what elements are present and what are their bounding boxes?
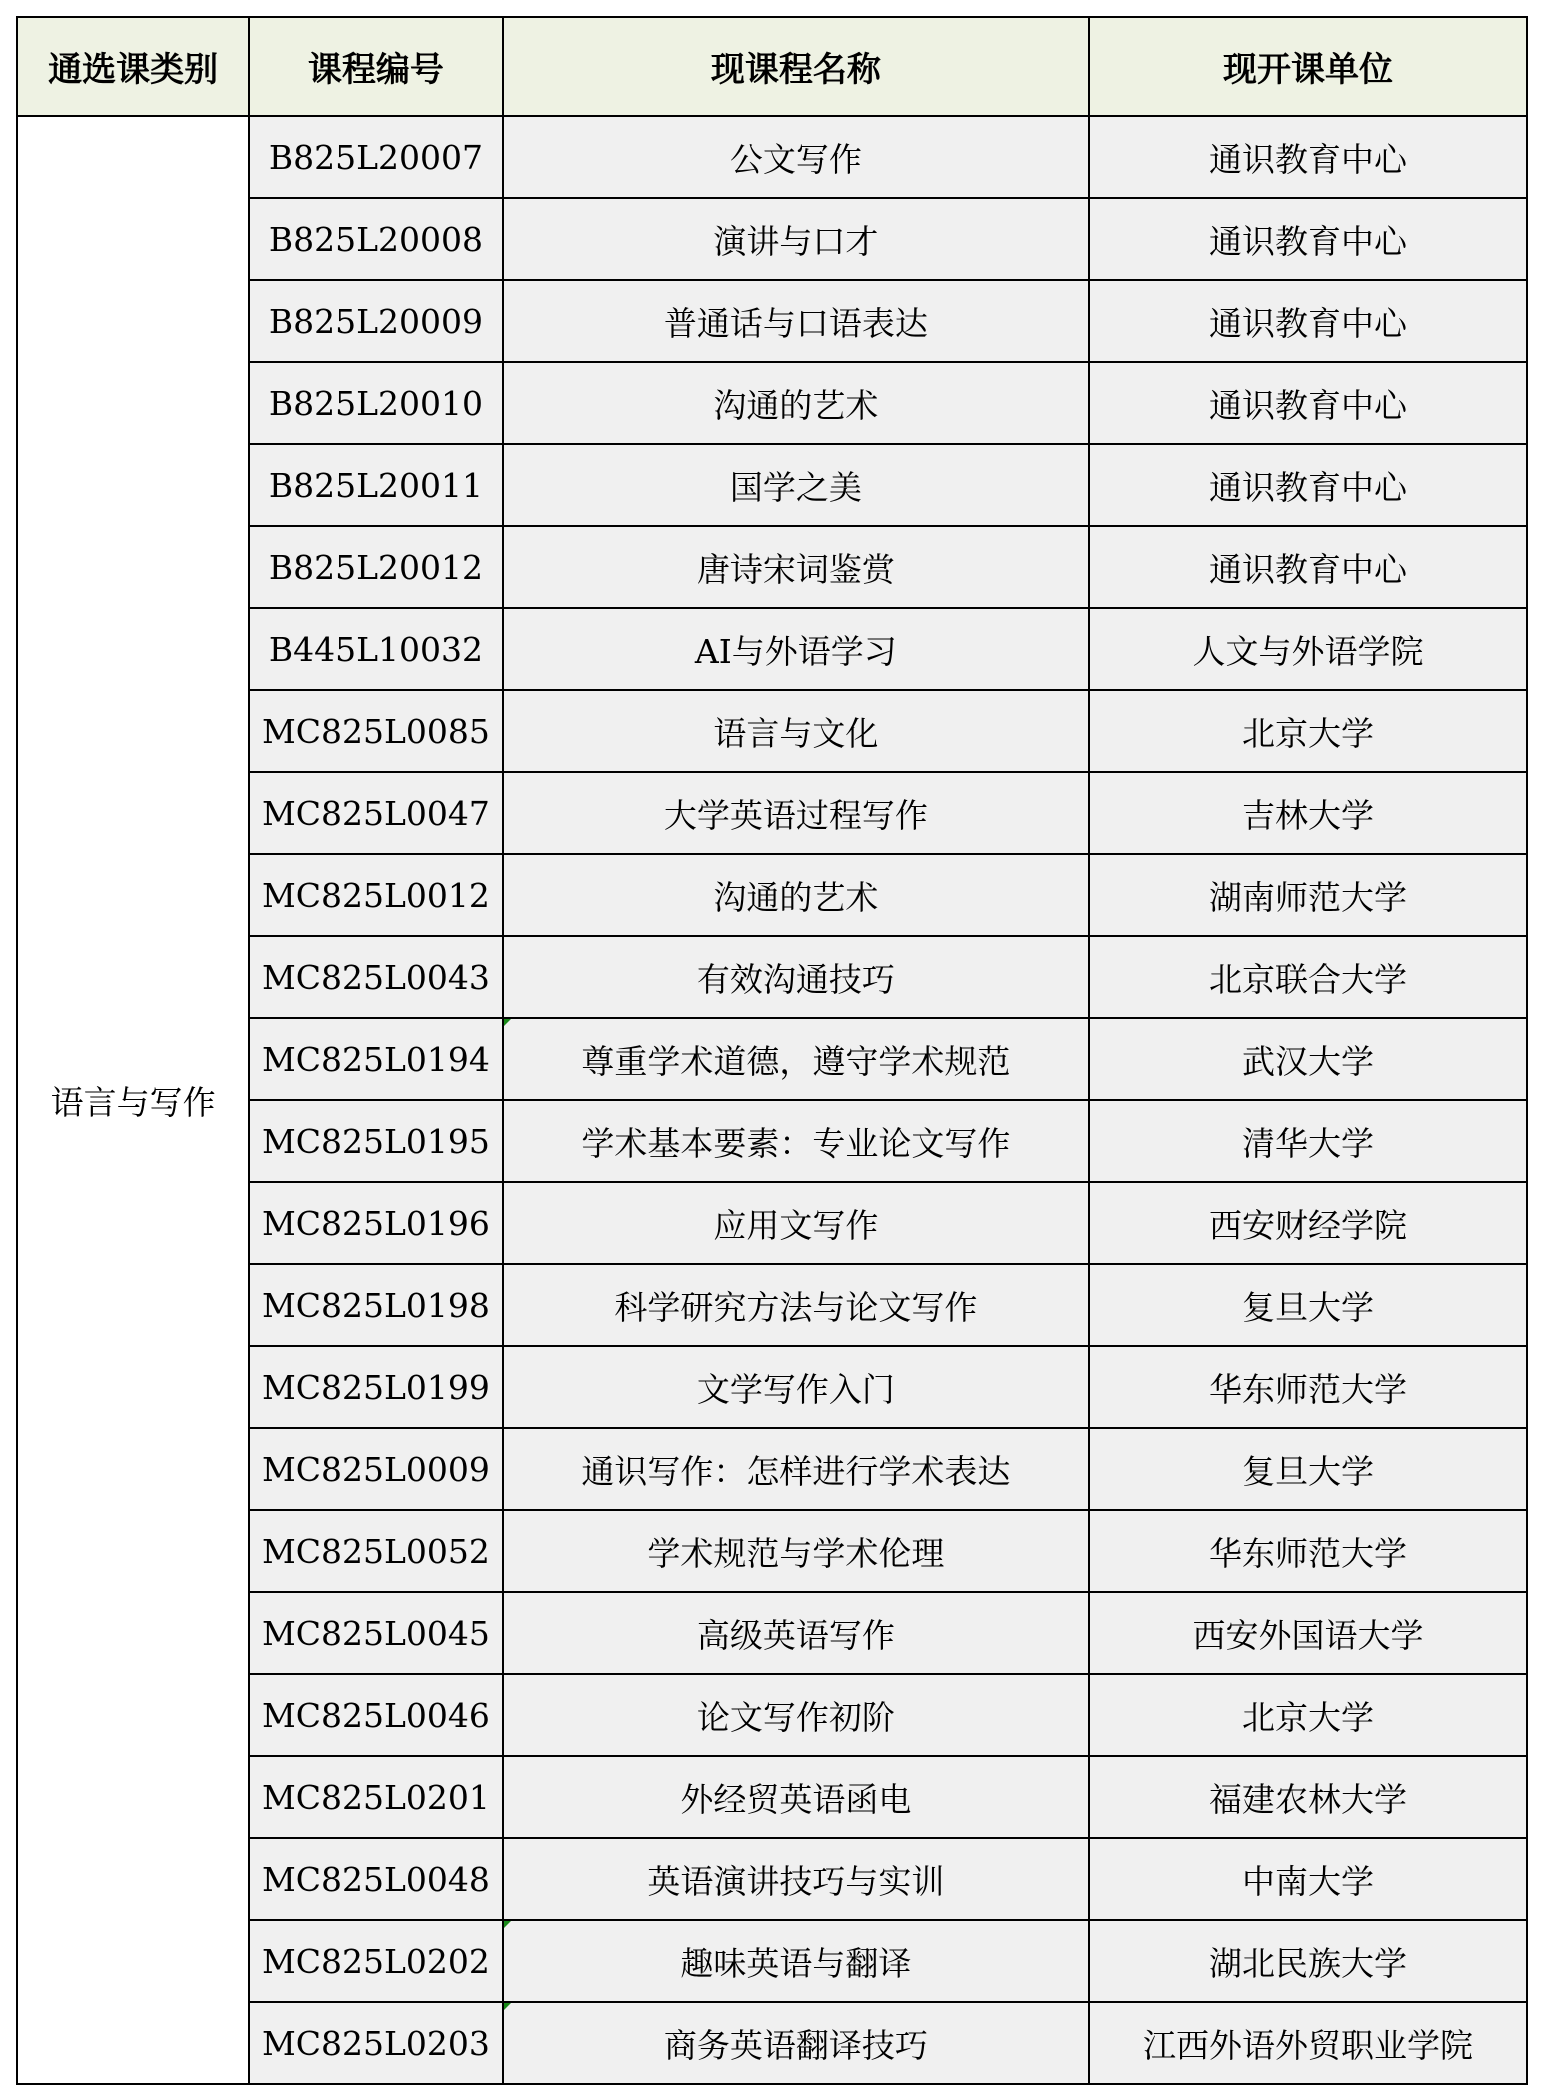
course-name-cell: 有效沟通技巧 (503, 936, 1089, 1018)
course-name-cell: 学术规范与学术伦理 (503, 1510, 1089, 1592)
course-name-cell: 科学研究方法与论文写作 (503, 1264, 1089, 1346)
course-code-cell: B445L10032 (249, 608, 502, 690)
course-code-cell: MC825L0202 (249, 1920, 502, 2002)
header-row (17, 17, 1527, 116)
course-name-cell: 高级英语写作 (503, 1592, 1089, 1674)
unit-cell: 通识教育中心 (1089, 444, 1527, 526)
course-code-cell: MC825L0201 (249, 1756, 502, 1838)
course-name-cell: 通识写作：怎样进行学术表达 (503, 1428, 1089, 1510)
course-name-cell: 文学写作入门 (503, 1346, 1089, 1428)
unit-cell: 北京联合大学 (1089, 936, 1527, 1018)
comment-marker-icon (504, 1921, 511, 1928)
unit-cell: 湖北民族大学 (1089, 1920, 1527, 2002)
course-name-cell: 应用文写作 (503, 1182, 1089, 1264)
course-name-cell: 唐诗宋词鉴赏 (503, 526, 1089, 608)
unit-cell: 复旦大学 (1089, 1428, 1527, 1510)
course-code-cell: MC825L0199 (249, 1346, 502, 1428)
course-code-cell: MC825L0046 (249, 1674, 502, 1756)
course-code-cell: B825L20011 (249, 444, 502, 526)
course-name-cell: AI与外语学习 (503, 608, 1089, 690)
course-name-cell (503, 1018, 1089, 1100)
unit-cell: 中南大学 (1089, 1838, 1527, 1920)
course-code-cell: MC825L0043 (249, 936, 502, 1018)
unit-cell: 福建农林大学 (1089, 1756, 1527, 1838)
course-code-cell: MC825L0012 (249, 854, 502, 936)
course-name-cell: 论文写作初阶 (503, 1674, 1089, 1756)
course-code-cell: B825L20012 (249, 526, 502, 608)
course-name-cell (503, 1920, 1089, 2002)
course-name-text: 尊重学术道德，遵守学术规范 (581, 1041, 1011, 1081)
unit-cell: 通识教育中心 (1089, 362, 1527, 444)
unit-cell: 湖南师范大学 (1089, 854, 1527, 936)
comment-marker-icon (504, 1019, 511, 1026)
course-code-cell: B825L20009 (249, 280, 502, 362)
unit-cell: 华东师范大学 (1089, 1510, 1527, 1592)
unit-cell: 北京大学 (1089, 690, 1527, 772)
course-code-cell: MC825L0009 (249, 1428, 502, 1510)
unit-cell: 清华大学 (1089, 1100, 1527, 1182)
unit-cell: 武汉大学 (1089, 1018, 1527, 1100)
course-name-cell: 普通话与口语表达 (503, 280, 1089, 362)
course-code-cell: MC825L0047 (249, 772, 502, 854)
course-name-cell: 沟通的艺术 (503, 854, 1089, 936)
unit-cell: 人文与外语学院 (1089, 608, 1527, 690)
course-code-cell: MC825L0203 (249, 2002, 502, 2084)
comment-marker-icon (504, 2003, 511, 2010)
unit-cell: 通识教育中心 (1089, 198, 1527, 280)
course-code-cell: MC825L0052 (249, 1510, 502, 1592)
unit-cell: 通识教育中心 (1089, 116, 1527, 198)
unit-cell: 通识教育中心 (1089, 280, 1527, 362)
course-code-cell: MC825L0048 (249, 1838, 502, 1920)
table-body (17, 116, 1527, 2084)
header-unit: 现开课单位 (1089, 17, 1527, 116)
course-name-cell: 大学英语过程写作 (503, 772, 1089, 854)
course-name-cell: 公文写作 (503, 116, 1089, 198)
header-name: 现课程名称 (503, 17, 1089, 116)
category-cell: 语言与写作 (17, 116, 249, 2084)
unit-cell: 西安财经学院 (1089, 1182, 1527, 1264)
course-code-cell: B825L20010 (249, 362, 502, 444)
header-category: 通选课类别 (17, 17, 249, 116)
course-name-cell: 外经贸英语函电 (503, 1756, 1089, 1838)
course-code-cell: MC825L0196 (249, 1182, 502, 1264)
course-code-cell: MC825L0045 (249, 1592, 502, 1674)
unit-cell: 复旦大学 (1089, 1264, 1527, 1346)
unit-cell: 吉林大学 (1089, 772, 1527, 854)
unit-cell: 华东师范大学 (1089, 1346, 1527, 1428)
course-name-cell: 国学之美 (503, 444, 1089, 526)
course-name-cell: 英语演讲技巧与实训 (503, 1838, 1089, 1920)
table-row (17, 116, 1527, 198)
unit-cell: 西安外国语大学 (1089, 1592, 1527, 1674)
course-name-text: 商务英语翻译技巧 (663, 2025, 928, 2065)
course-code-cell: MC825L0085 (249, 690, 502, 772)
course-code-cell: MC825L0194 (249, 1018, 502, 1100)
course-name-cell (503, 2002, 1089, 2084)
course-table (16, 16, 1528, 2085)
header-code: 课程编号 (249, 17, 502, 116)
course-code-cell: MC825L0195 (249, 1100, 502, 1182)
unit-cell: 通识教育中心 (1089, 526, 1527, 608)
course-name-cell: 演讲与口才 (503, 198, 1089, 280)
course-name-cell: 语言与文化 (503, 690, 1089, 772)
course-code-cell: B825L20007 (249, 116, 502, 198)
course-name-cell: 沟通的艺术 (503, 362, 1089, 444)
course-code-cell: B825L20008 (249, 198, 502, 280)
course-code-cell: MC825L0198 (249, 1264, 502, 1346)
course-name-text: 趣味英语与翻译 (680, 1943, 912, 1983)
unit-cell: 北京大学 (1089, 1674, 1527, 1756)
unit-cell: 江西外语外贸职业学院 (1089, 2002, 1527, 2084)
course-name-cell: 学术基本要素：专业论文写作 (503, 1100, 1089, 1182)
